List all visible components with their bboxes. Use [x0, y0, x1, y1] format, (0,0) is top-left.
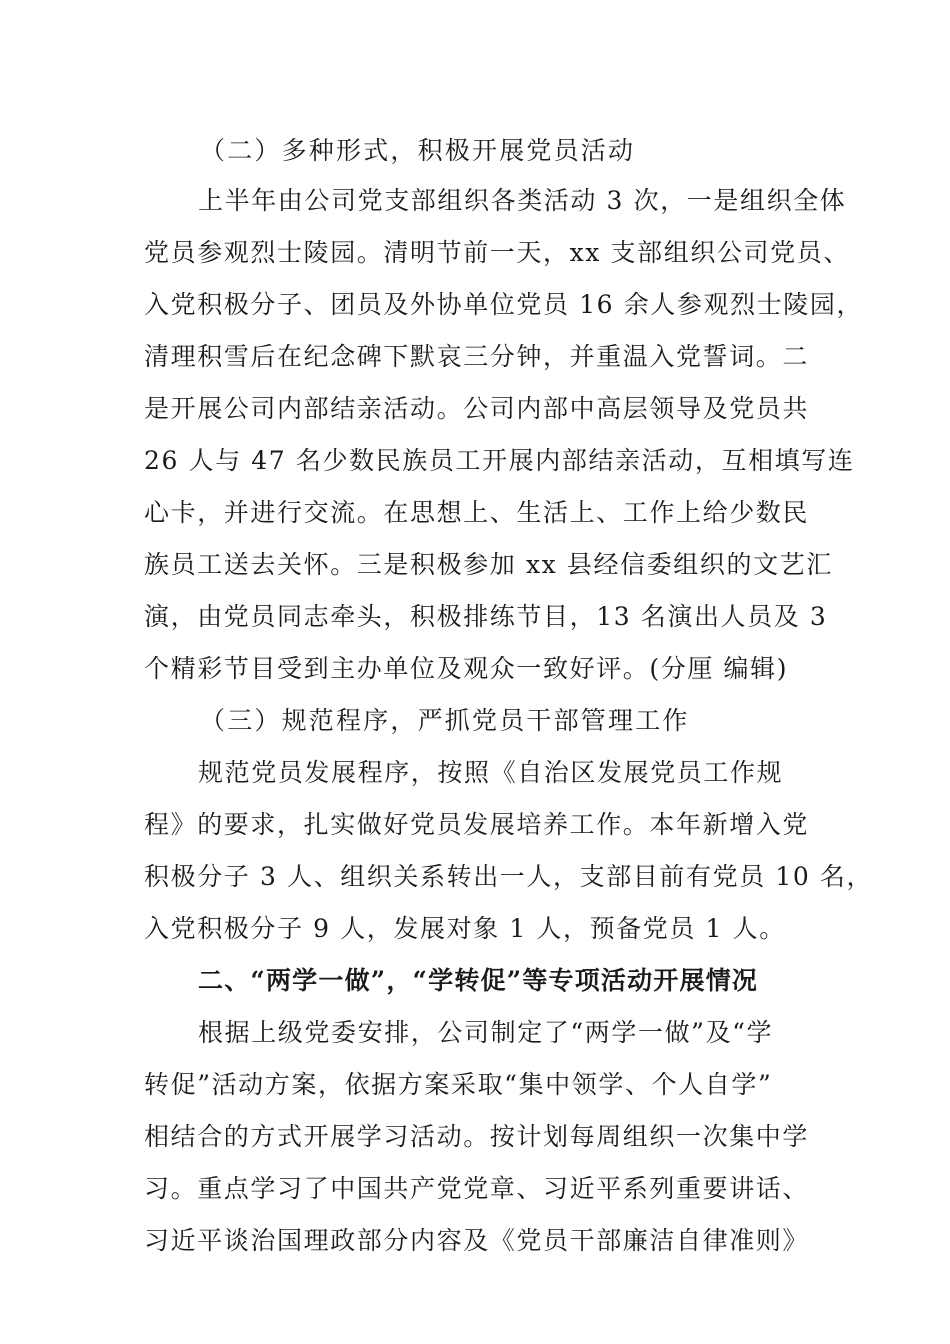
paragraph-line: 习。重点学习了中国共产党党章、习近平系列重要讲话、 — [144, 1174, 810, 1203]
subheading-3: （三）规范程序，严抓党员干部管理工作 — [200, 706, 690, 735]
paragraph-line: 上半年由公司党支部组织各类活动 3 次，一是组织全体 — [198, 186, 847, 215]
paragraph-line: 心卡，并进行交流。在思想上、生活上、工作上给少数民 — [144, 498, 810, 527]
paragraph-line: 程》的要求，扎实做好党员发展培养工作。本年新增入党 — [144, 810, 810, 839]
section-heading: 二、“两学一做”，“学转促”等专项活动开展情况 — [198, 966, 759, 995]
paragraph-line: 根据上级党委安排，公司制定了“两学一做”及“学 — [198, 1018, 774, 1047]
paragraph-line: 26 人与 47 名少数民族员工开展内部结亲活动，互相填写连 — [144, 446, 855, 475]
paragraph-line: 族员工送去关怀。三是积极参加 xx 县经信委组织的文艺汇 — [144, 550, 833, 579]
paragraph-line: 习近平谈治国理政部分内容及《党员干部廉洁自律准则》 — [144, 1226, 810, 1255]
paragraph-line: 转促”活动方案，依据方案采取“集中领学、个人自学” — [144, 1070, 773, 1099]
paragraph-line: 规范党员发展程序，按照《自治区发展党员工作规 — [198, 758, 784, 787]
paragraph-line: 是开展公司内部结亲活动。公司内部中高层领导及党员共 — [144, 394, 810, 423]
paragraph-line: 党员参观烈士陵园。清明节前一天，xx 支部组织公司党员、 — [144, 238, 850, 267]
paragraph-line: 入党积极分子 9 人，发展对象 1 人，预备党员 1 人。 — [144, 914, 786, 943]
paragraph-line: 相结合的方式开展学习活动。按计划每周组织一次集中学 — [144, 1122, 810, 1151]
paragraph-line: 清理积雪后在纪念碑下默哀三分钟，并重温入党誓词。二 — [144, 342, 810, 371]
subheading-2: （二）多种形式，积极开展党员活动 — [200, 136, 636, 165]
paragraph-line: 积极分子 3 人、组织关系转出一人，支部目前有党员 10 名， — [144, 862, 874, 891]
paragraph-line: 个精彩节目受到主办单位及观众一致好评。(分厘 编辑) — [144, 654, 789, 683]
paragraph-line: 演，由党员同志牵头，积极排练节目，13 名演出人员及 3 — [144, 602, 828, 631]
paragraph-line: 入党积极分子、团员及外协单位党员 16 余人参观烈士陵园， — [144, 290, 864, 319]
